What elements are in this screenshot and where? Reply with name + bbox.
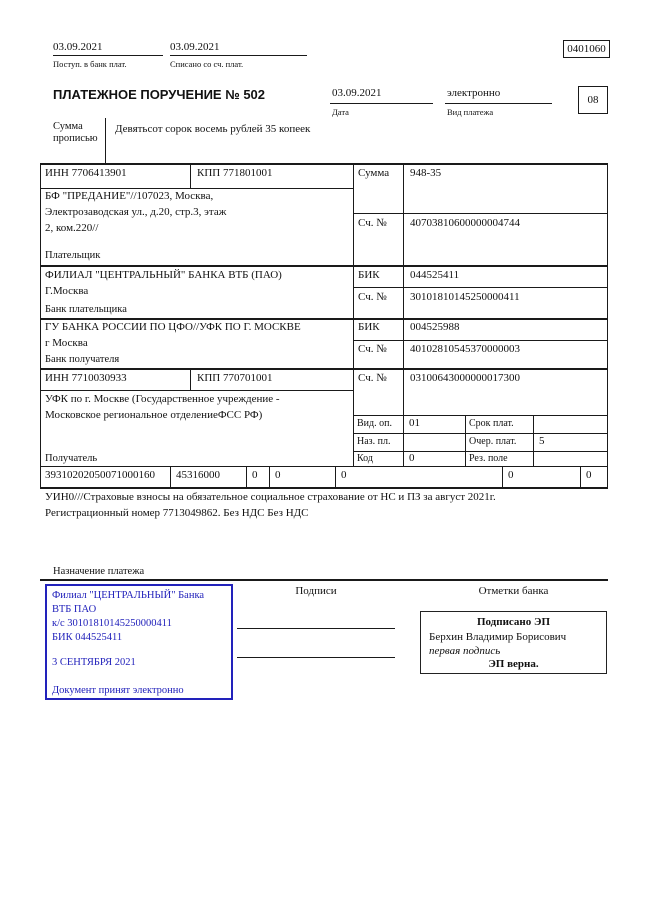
stamp-bank-name-line: ВТБ ПАО [52, 604, 97, 615]
table-border [40, 466, 608, 467]
underline [53, 55, 163, 56]
stamp-date: 3 СЕНТЯБРЯ 2021 [52, 657, 136, 668]
date-label: Дата [332, 107, 349, 117]
payee-bank-account: 40102810545370000003 [410, 343, 520, 355]
table-border [40, 579, 608, 581]
payer-bank-bik: 044525411 [410, 269, 460, 281]
esignature-box [420, 611, 607, 674]
status-code-box: 08 [578, 86, 608, 114]
payee-bank-name: ГУ БАНКА РОССИИ ПО ЦФО//УФК ПО Г. МОСКВЕ [45, 321, 301, 333]
table-border [465, 415, 466, 466]
payer-account-label: Сч. № [358, 217, 387, 229]
table-border [353, 163, 354, 466]
payee-inn: ИНН 7710030933 [45, 372, 127, 384]
payer-bank-name: ФИЛИАЛ "ЦЕНТРАЛЬНЫЙ" БАНКА ВТБ (ПАО) [45, 269, 282, 281]
payer-kpp: КПП 771801001 [197, 167, 273, 179]
purpose-section-label: Назначение платежа [53, 566, 145, 577]
payer-bank-bik-label: БИК [358, 269, 380, 281]
payee-bank-bik-label: БИК [358, 321, 380, 333]
table-border [353, 451, 608, 452]
purpose-text-line: Регистрационный номер 7713049862. Без НДС Без НДС [45, 507, 309, 519]
table-border [190, 368, 191, 390]
priority-value: 5 [539, 435, 545, 447]
signature-line [237, 657, 395, 658]
signature-line [237, 628, 395, 629]
table-border [40, 368, 608, 370]
operation-type-label: Вид. оп. [357, 418, 392, 429]
bank-marks-label: Отметки банка [478, 585, 549, 597]
reserve-field-label: Рез. поле [469, 453, 508, 464]
payer-bank-account-label: Сч. № [358, 291, 387, 303]
payer-name-line: Электрозаводская ул., д.20, стр.3, этаж [45, 206, 227, 218]
payer-inn: ИНН 7706413901 [45, 167, 127, 179]
payer-name-line: БФ "ПРЕДАНИЕ"//107023, Москва, [45, 190, 214, 202]
operation-type-value: 01 [409, 417, 420, 429]
oktmo-value: 45316000 [176, 469, 220, 481]
purpose-text-line: УИН0///Страховые взносы на обязательное социальное страхование от НС и ПЗ за август 2021г. [45, 491, 496, 503]
sum-label: Сумма [358, 167, 390, 179]
esign-title: Подписано ЭП [476, 616, 551, 628]
table-border [40, 487, 608, 489]
payment-basis-value: 0 [252, 469, 258, 481]
payer-account-number: 40703810600000004744 [410, 217, 520, 229]
payment-term-label: Срок плат. [469, 418, 514, 429]
document-number-value: 0 [341, 469, 347, 481]
table-border [533, 415, 534, 466]
table-border [40, 390, 353, 391]
amount-in-words-label: Сумма прописью [53, 121, 98, 144]
table-border [580, 466, 581, 487]
payee-account-number: 03100643000000017300 [410, 372, 520, 384]
payee-name-line: УФК по г. Москве (Государственное учреждение - [45, 393, 280, 405]
payee-bank-bik: 004525988 [410, 321, 460, 333]
table-border [502, 466, 503, 487]
esign-signer-name: Берхин Владимир Борисович [429, 631, 567, 643]
table-border [353, 433, 608, 434]
payment-type-label: Вид платежа [447, 107, 494, 117]
underline [330, 103, 433, 104]
underline [170, 55, 307, 56]
table-border [335, 466, 336, 487]
payer-bank-section-label: Банк плательщика [45, 304, 127, 315]
table-border [269, 466, 270, 487]
payee-bank-city: г Москва [45, 337, 88, 349]
underline [445, 103, 552, 104]
tax-period-value: 0 [275, 469, 281, 481]
table-border [40, 318, 608, 320]
table-border [353, 287, 608, 288]
document-date: 03.09.2021 [332, 87, 382, 99]
table-border [170, 466, 171, 487]
stamp-bank-name-line: Филиал "ЦЕНТРАЛЬНЫЙ" Банка [52, 590, 205, 601]
payer-bank-account: 30101810145250000411 [410, 291, 520, 303]
stamp-bik: БИК 044525411 [52, 632, 123, 643]
table-border [353, 213, 608, 214]
priority-label: Очер. плат. [469, 436, 517, 447]
payer-name-line: 2, ком.220// [45, 222, 99, 234]
divider-line [105, 118, 106, 163]
table-border [246, 466, 247, 487]
document-title: ПЛАТЕЖНОЕ ПОРУЧЕНИЕ № 502 [53, 87, 266, 102]
stamp-accepted-note: Документ принят электронно [52, 685, 184, 696]
code-value: 0 [409, 452, 415, 464]
debited-from-account-date: 03.09.2021 [170, 41, 220, 53]
table-border [40, 163, 608, 165]
signatures-label: Подписи [295, 585, 337, 597]
payment-purpose-code-label: Наз. пл. [357, 436, 391, 447]
table-border [353, 415, 608, 416]
debited-from-account-label: Списано со сч. плат. [170, 59, 244, 69]
received-in-bank-label: Поступ. в банк плат. [53, 59, 127, 69]
table-border [607, 163, 608, 488]
payment-type-value: электронно [447, 87, 501, 99]
payee-bank-section-label: Банк получателя [45, 354, 120, 365]
payer-bank-city: Г.Москва [45, 285, 89, 297]
table-border [40, 163, 41, 488]
received-in-bank-date: 03.09.2021 [53, 41, 103, 53]
esign-signature-type: первая подпись [429, 645, 501, 657]
kbk-value: 39310202050071000160 [45, 469, 155, 481]
code-label: Код [357, 453, 373, 464]
document-date-value: 0 [508, 469, 514, 481]
form-code-box: 0401060 [563, 40, 610, 58]
payee-kpp: КПП 770701001 [197, 372, 273, 384]
table-border [190, 163, 191, 188]
payment-kind-value: 0 [586, 469, 592, 481]
sum-value: 948-35 [410, 167, 442, 179]
table-border [40, 188, 353, 189]
esign-verified: ЭП верна. [488, 658, 539, 670]
table-border [353, 340, 608, 341]
table-border [40, 265, 608, 267]
payee-account-label: Сч. № [358, 372, 387, 384]
payer-section-label: Плательщик [45, 250, 101, 261]
payee-bank-account-label: Сч. № [358, 343, 387, 355]
amount-in-words-value: Девятьсот сорок восемь рублей 35 копеек [115, 123, 311, 135]
payee-section-label: Получатель [45, 453, 98, 464]
bank-stamp [45, 584, 233, 700]
table-border [403, 163, 404, 466]
stamp-corr-account: к/с 30101810145250000411 [52, 618, 172, 629]
payee-name-line: Московское региональное отделениеФСС РФ) [45, 409, 263, 421]
